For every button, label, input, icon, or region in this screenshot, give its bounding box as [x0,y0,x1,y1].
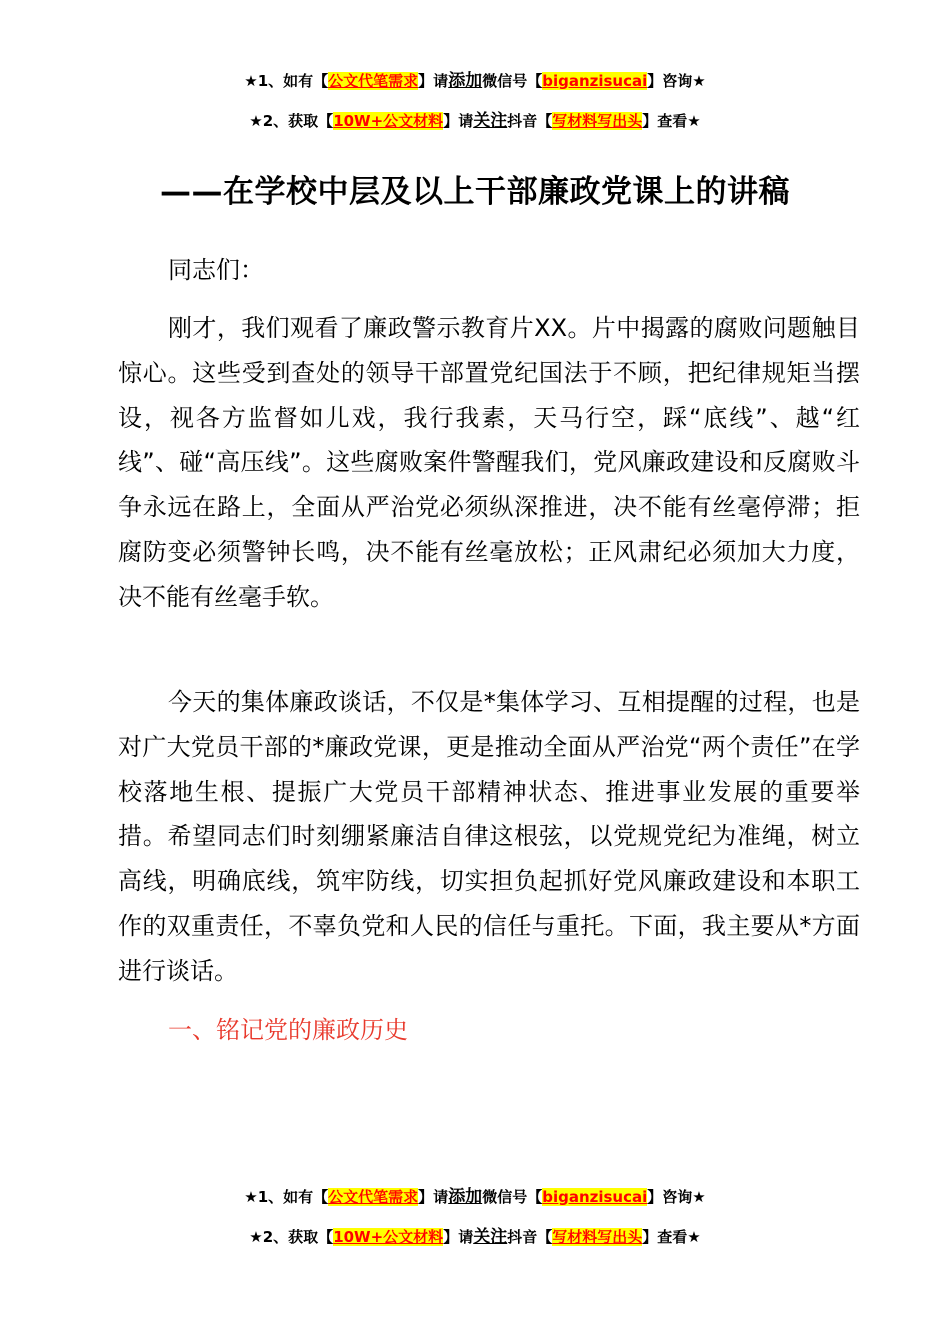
banner-suffix: 】查看★ [642,1228,701,1246]
banner-text: 微信号【 [482,1188,543,1206]
top-banner-line-2 [0,110,950,132]
banner-emphasis: 添加 [448,71,483,91]
banner-suffix: 】咨询★ [647,72,706,90]
top-banner-line-1 [0,70,950,92]
banner-suffix: 】查看★ [642,112,701,130]
banner-highlight-service[interactable]: 公文代笔需求 [328,72,419,90]
banner-text: 抖音【 [507,1228,553,1246]
banner-text: 】请 [418,1188,449,1206]
banner-highlight-douyin-id[interactable]: 写材料写出头 [552,112,643,130]
body-paragraph-2: 今天的集体廉政谈话，不仅是*集体学习、互相提醒的过程，也是对广大党员干部的*廉政党课，更是推动全面从严治党“两个责任”在学校落地生根、提振广大党员干部精神状态、推进事业发展的重要举措。希望同志们时刻绷紧廉洁自律这根弦，以党规党纪为准绳，树立高线，明确底线，筑牢防线，切实担负起抓好党风廉政建设和本职工作的双重责任，不辜负党和人民的信任与重托。下面，我主要从*方面进行谈话。 [118,688,860,985]
banner-highlight-douyin-id[interactable]: 写材料写出头 [552,1228,643,1246]
banner-prefix: ★2、获取【 [249,1228,334,1246]
document-title: ——在学校中层及以上干部廉政党课上的讲稿 [160,174,790,210]
banner-suffix: 】咨询★ [647,1188,706,1206]
banner-emphasis: 关注 [473,111,508,131]
banner-emphasis: 添加 [448,1187,483,1207]
banner-text: 】请 [443,112,474,130]
banner-prefix: ★1、如有【 [244,72,329,90]
banner-emphasis: 关注 [473,1227,508,1247]
banner-highlight-materials[interactable]: 10W+公文材料 [333,1228,444,1246]
banner-highlight-wechat-id[interactable]: biganzisucai [542,1188,648,1206]
section-heading: 一、铭记党的廉政历史 [168,1016,408,1044]
body-paragraph-1: 刚才，我们观看了廉政警示教育片XX。片中揭露的腐败问题触目惊心。这些受到查处的领导干部置党纪国法于不顾，把纪律规矩当摆设，视各方监督如儿戏，我行我素，天马行空，踩“底线”、越“红线”、碰“高压线”。这些腐败案件警醒我们，党风廉政建设和反腐败斗争永远在路上，全面从严治党必须纵深推进，决不能有丝毫停滞；拒腐防变必须警钟长鸣，决不能有丝毫放松；正风肃纪必须加大力度，决不能有丝毫手软。 [118,314,860,611]
banner-text: 微信号【 [482,72,543,90]
salutation: 同志们： [168,256,264,284]
banner-text: 】请 [418,72,449,90]
banner-text: 】请 [443,1228,474,1246]
banner-prefix: ★1、如有【 [244,1188,329,1206]
bottom-banner-line-1 [0,1186,950,1208]
banner-prefix: ★2、获取【 [249,112,334,130]
bottom-banner-line-2 [0,1226,950,1248]
banner-text: 抖音【 [507,112,553,130]
banner-highlight-materials[interactable]: 10W+公文材料 [333,112,444,130]
banner-highlight-service[interactable]: 公文代笔需求 [328,1188,419,1206]
banner-highlight-wechat-id[interactable]: biganzisucai [542,72,648,90]
